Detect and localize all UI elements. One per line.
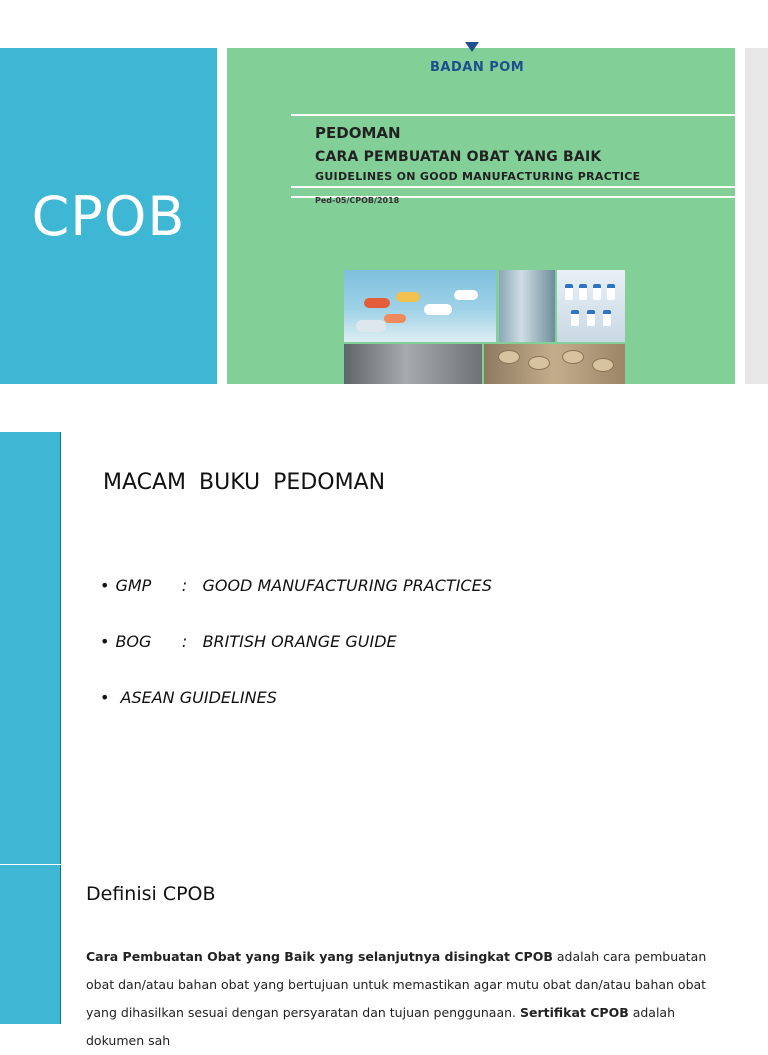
definition-paragraph: Cara Pembuatan Obat yang Baik yang selanjutnya disingkat CPOB adalah cara pembuatan obat dan/atau bahan obat yang bertujuan untuk memastikan agar mutu obat dan/atau bahan obat yang dihasilkan sesuai dengan persyaratan dan tujuan penggunaan. Sertifikat CPOB adalah dokumen sah (86, 949, 707, 1048)
term-cpob: Cara Pembuatan Obat yang Baik yang selanjutnya disingkat CPOB (86, 949, 553, 964)
drums-photo (484, 344, 625, 384)
bullet-icon: • (100, 632, 110, 651)
machine-photo (499, 270, 555, 342)
slide-cover (0, 0, 768, 432)
badan-pom-logo: BADAN POM (430, 60, 525, 75)
slide-definition (0, 865, 768, 1048)
cover-divider (291, 186, 735, 188)
slide-title: CPOB (31, 184, 186, 248)
term-sertifikat: Sertifikat CPOB (520, 1005, 629, 1020)
cover-divider (291, 114, 735, 116)
pills-photo (344, 270, 496, 342)
slide-accent-bar (0, 865, 61, 1024)
bullet-icon: • (100, 688, 110, 707)
cover-heading: PEDOMAN (315, 124, 401, 142)
slide-accent-bar (0, 432, 61, 864)
bullet-icon: • (100, 576, 110, 595)
cover-document-code: Ped-05/CPOB/2018 (315, 196, 400, 205)
badan-pom-logo-icon (465, 42, 479, 52)
book-cover-image (227, 48, 735, 384)
slide-heading: Definisi CPOB (86, 883, 216, 905)
equipment-photo (344, 344, 482, 384)
slide-heading: MACAM BUKU PEDOMAN (103, 470, 386, 495)
cover-subheading: CARA PEMBUATAN OBAT YANG BAIK (315, 149, 602, 165)
title-panel (0, 48, 217, 384)
slide-guidelines (0, 432, 768, 864)
list-item: • ASEAN GUIDELINES (100, 688, 277, 707)
next-slide-edge (745, 48, 768, 384)
guideline-list (100, 576, 492, 744)
cover-subtitle: GUIDELINES ON GOOD MANUFACTURING PRACTICE (315, 170, 641, 183)
list-item: • GMP : GOOD MANUFACTURING PRACTICES (100, 576, 492, 595)
vials-photo (557, 270, 625, 342)
list-item: • BOG : BRITISH ORANGE GUIDE (100, 632, 397, 651)
